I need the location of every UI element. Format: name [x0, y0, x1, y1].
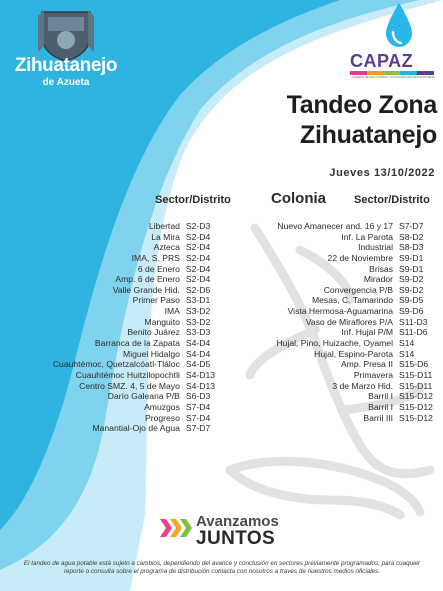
colonia-name: Mirador: [363, 274, 393, 285]
colonia-name: Inf. Hujal P/M: [341, 327, 393, 338]
table-row: [8, 338, 216, 349]
colonia-name: Brisas: [369, 263, 393, 274]
table-row: [8, 253, 216, 264]
sector-code: S3-D1: [185, 295, 211, 306]
table-row: [230, 253, 436, 264]
table-row: [8, 317, 216, 328]
disclaimer-note: El tandeo de agua potable está sujeto a cambios, dependiendo del avance y conclusión en sectores previamente programados; para cuaquier reporte o consulta sobre el programa de distribución contacta con nosotros a traves de nuestros medios oficiales.: [23, 560, 421, 575]
sector-code: S2-D4: [185, 263, 211, 274]
colonia-name: Industrial: [358, 242, 393, 253]
table-row: [230, 413, 436, 424]
colonia-name: Benito Juárez: [127, 327, 180, 338]
table-row: [230, 264, 436, 275]
table-row: [230, 391, 436, 402]
colonia-name: Barranca de la Zapata: [94, 338, 180, 349]
slogan-arrows-icon: [160, 517, 194, 539]
colonia-name: Primavera: [353, 369, 393, 380]
sector-code: S2-D4: [185, 274, 211, 285]
table-row: [8, 391, 216, 402]
table-row: [8, 285, 216, 296]
sector-code: S4-D5: [185, 359, 211, 370]
colonia-name: Manguito: [144, 316, 180, 327]
sector-code: S9-D2: [399, 284, 424, 295]
table-row: [8, 295, 216, 306]
sector-code: S2-D4: [185, 252, 211, 263]
table-row: [8, 327, 216, 338]
colonia-name: Valle Grande Hid.: [112, 284, 180, 295]
sector-code: S2-D3: [185, 221, 211, 231]
capaz-color-bar: [350, 71, 434, 75]
sector-code: S15-D12: [399, 401, 433, 412]
table-row: [230, 317, 436, 328]
city-subtitle: de Azueta: [42, 77, 90, 88]
sector-code: S11-D6: [399, 327, 428, 338]
sector-code: S11-D3: [399, 316, 428, 327]
color-bar-segment: [417, 71, 434, 75]
colonia-name: Amuzgos: [144, 401, 180, 412]
sector-code: S2-D4: [185, 242, 211, 253]
left-sector-header: Sector/Distrito: [155, 194, 231, 206]
sector-code: S2-D4: [185, 231, 211, 242]
colonia-name: IMA: [164, 306, 180, 317]
table-row: [8, 232, 216, 243]
sector-code: S3-D3: [185, 327, 211, 338]
capaz-tagline: COMISIÓN DE AGUA POTABLE Y ALCANTARILLADO DE ZIHUATANEJO: [351, 76, 435, 79]
sector-code: S4-D4: [185, 348, 211, 359]
sector-code: S15-D6: [399, 359, 429, 370]
sector-code: S9-D5: [399, 295, 424, 306]
colonia-name: Vista Hermosa-Aguamarina: [287, 306, 393, 317]
colonia-name: Barril I: [368, 391, 393, 402]
slogan-line-2: JUNTOS: [196, 528, 276, 549]
colonia-name: Amp. 6 de Enero: [115, 274, 180, 285]
left-schedule-table: [8, 221, 216, 434]
colonia-name: 22 de Noviembre: [327, 252, 393, 263]
table-row: [230, 232, 436, 243]
table-row: [230, 295, 436, 306]
table-row: [230, 359, 436, 370]
sector-code: S15-D12: [399, 412, 433, 423]
capaz-logo-text: CAPAZ: [350, 51, 414, 71]
color-bar-segment: [350, 71, 367, 75]
sector-code: S8-D2: [399, 231, 424, 242]
slogan-line-1: Avanzamos: [196, 513, 279, 530]
colonia-name: La Mira: [151, 231, 180, 242]
table-row: [8, 359, 216, 370]
sector-code: S7-D4: [185, 401, 211, 412]
title-line-1: Tandeo Zona: [286, 91, 437, 119]
colonia-name: Barril III: [363, 412, 393, 423]
color-bar-segment: [367, 71, 384, 75]
table-row: [230, 242, 436, 253]
colonia-name: IMA, S. PRS: [131, 252, 180, 263]
sector-code: S2-D5: [185, 284, 211, 295]
sector-code: S9-D2: [399, 274, 424, 285]
colonia-name: Primer Paso: [132, 295, 180, 306]
colonia-name: Manantial-Ojo de Agua: [92, 423, 180, 434]
color-bar-segment: [400, 71, 417, 75]
sector-code: S15-D11: [399, 369, 433, 380]
table-row: [8, 381, 216, 392]
table-row: [230, 381, 436, 392]
table-row: [230, 370, 436, 381]
colonia-name: Progreso: [145, 412, 180, 423]
sector-code: S7-D7: [399, 221, 424, 231]
colonia-name: Barril I: [368, 401, 393, 412]
colonia-name: Hujal, Espino-Parota: [314, 348, 393, 359]
colonia-name: 6 de Enero: [137, 263, 180, 274]
sector-code: S4-D13: [185, 369, 216, 380]
colonia-name: Cuauhtémoc, Quetzalcóatl-Tláloc: [52, 359, 180, 370]
colonia-name: Mesas, C. Tamarindo: [311, 295, 393, 306]
table-row: [230, 402, 436, 413]
table-row: [8, 274, 216, 285]
table-row: [8, 242, 216, 253]
colonia-name: Libertad: [148, 221, 180, 231]
table-row: [230, 274, 436, 285]
colonia-name: Darío Galeana P/B: [107, 391, 180, 402]
colonia-header: Colonia: [271, 190, 326, 207]
schedule-date: Jueves 13/10/2022: [329, 167, 435, 179]
colonia-name: Hujal, Pino, Huizache, Oyamel: [276, 338, 393, 349]
colonia-name: Inf. La Parota: [341, 231, 393, 242]
colonia-name: Azteca: [153, 242, 180, 253]
table-row: [8, 413, 216, 424]
table-row: [230, 285, 436, 296]
sector-code: S9-D1: [399, 252, 424, 263]
sector-code: S8-D3: [399, 242, 424, 253]
colonia-name: Nuevo Amanecer and. 16 y 17: [277, 221, 393, 231]
table-row: [8, 370, 216, 381]
sector-code: S7-D7: [185, 423, 211, 434]
table-row: [230, 338, 436, 349]
table-row: [8, 264, 216, 275]
right-sector-header: Sector/Distrito: [354, 194, 430, 206]
sector-code: S15-D12: [399, 391, 433, 402]
colonia-name: Convergencia P/B: [323, 284, 393, 295]
sector-code: S7-D4: [185, 412, 211, 423]
sector-code: S4-D13: [185, 380, 216, 391]
sector-code: S15-D11: [399, 380, 433, 391]
sector-code: S4-D4: [185, 338, 211, 349]
table-row: [8, 306, 216, 317]
table-row: [8, 423, 216, 434]
sector-code: S3-D2: [185, 306, 211, 317]
colonia-name: 3 de Marzo Hid.: [332, 380, 393, 391]
title-line-2: Zihuatanejo: [300, 121, 437, 149]
table-row: [8, 221, 216, 232]
colonia-name: Vaso de Miraflores P/A: [305, 316, 393, 327]
table-row: [230, 306, 436, 317]
table-row: [8, 402, 216, 413]
sector-code: S14: [399, 338, 415, 349]
table-row: [230, 327, 436, 338]
sector-code: S6-D3: [185, 391, 211, 402]
water-drop-icon: [384, 2, 414, 48]
table-row: [8, 349, 216, 360]
colonia-name: Amp. Presa II: [340, 359, 393, 370]
sector-code: S9-D1: [399, 263, 424, 274]
coat-of-arms-icon: [36, 6, 96, 62]
sector-code: S14: [399, 348, 415, 359]
colonia-name: Cuauhtémoc Huitzilopochtli: [75, 369, 180, 380]
table-row: [230, 349, 436, 360]
right-schedule-table: [230, 221, 436, 423]
color-bar-segment: [384, 71, 401, 75]
table-row: [230, 221, 436, 232]
colonia-name: Miguel Hidalgo: [123, 348, 180, 359]
city-name: Zihuatanejo: [14, 55, 118, 76]
sector-code: S3-D2: [185, 316, 211, 327]
colonia-name: Centro SMZ. 4, 5 de Mayo: [79, 380, 180, 391]
sector-code: S9-D6: [399, 306, 424, 317]
